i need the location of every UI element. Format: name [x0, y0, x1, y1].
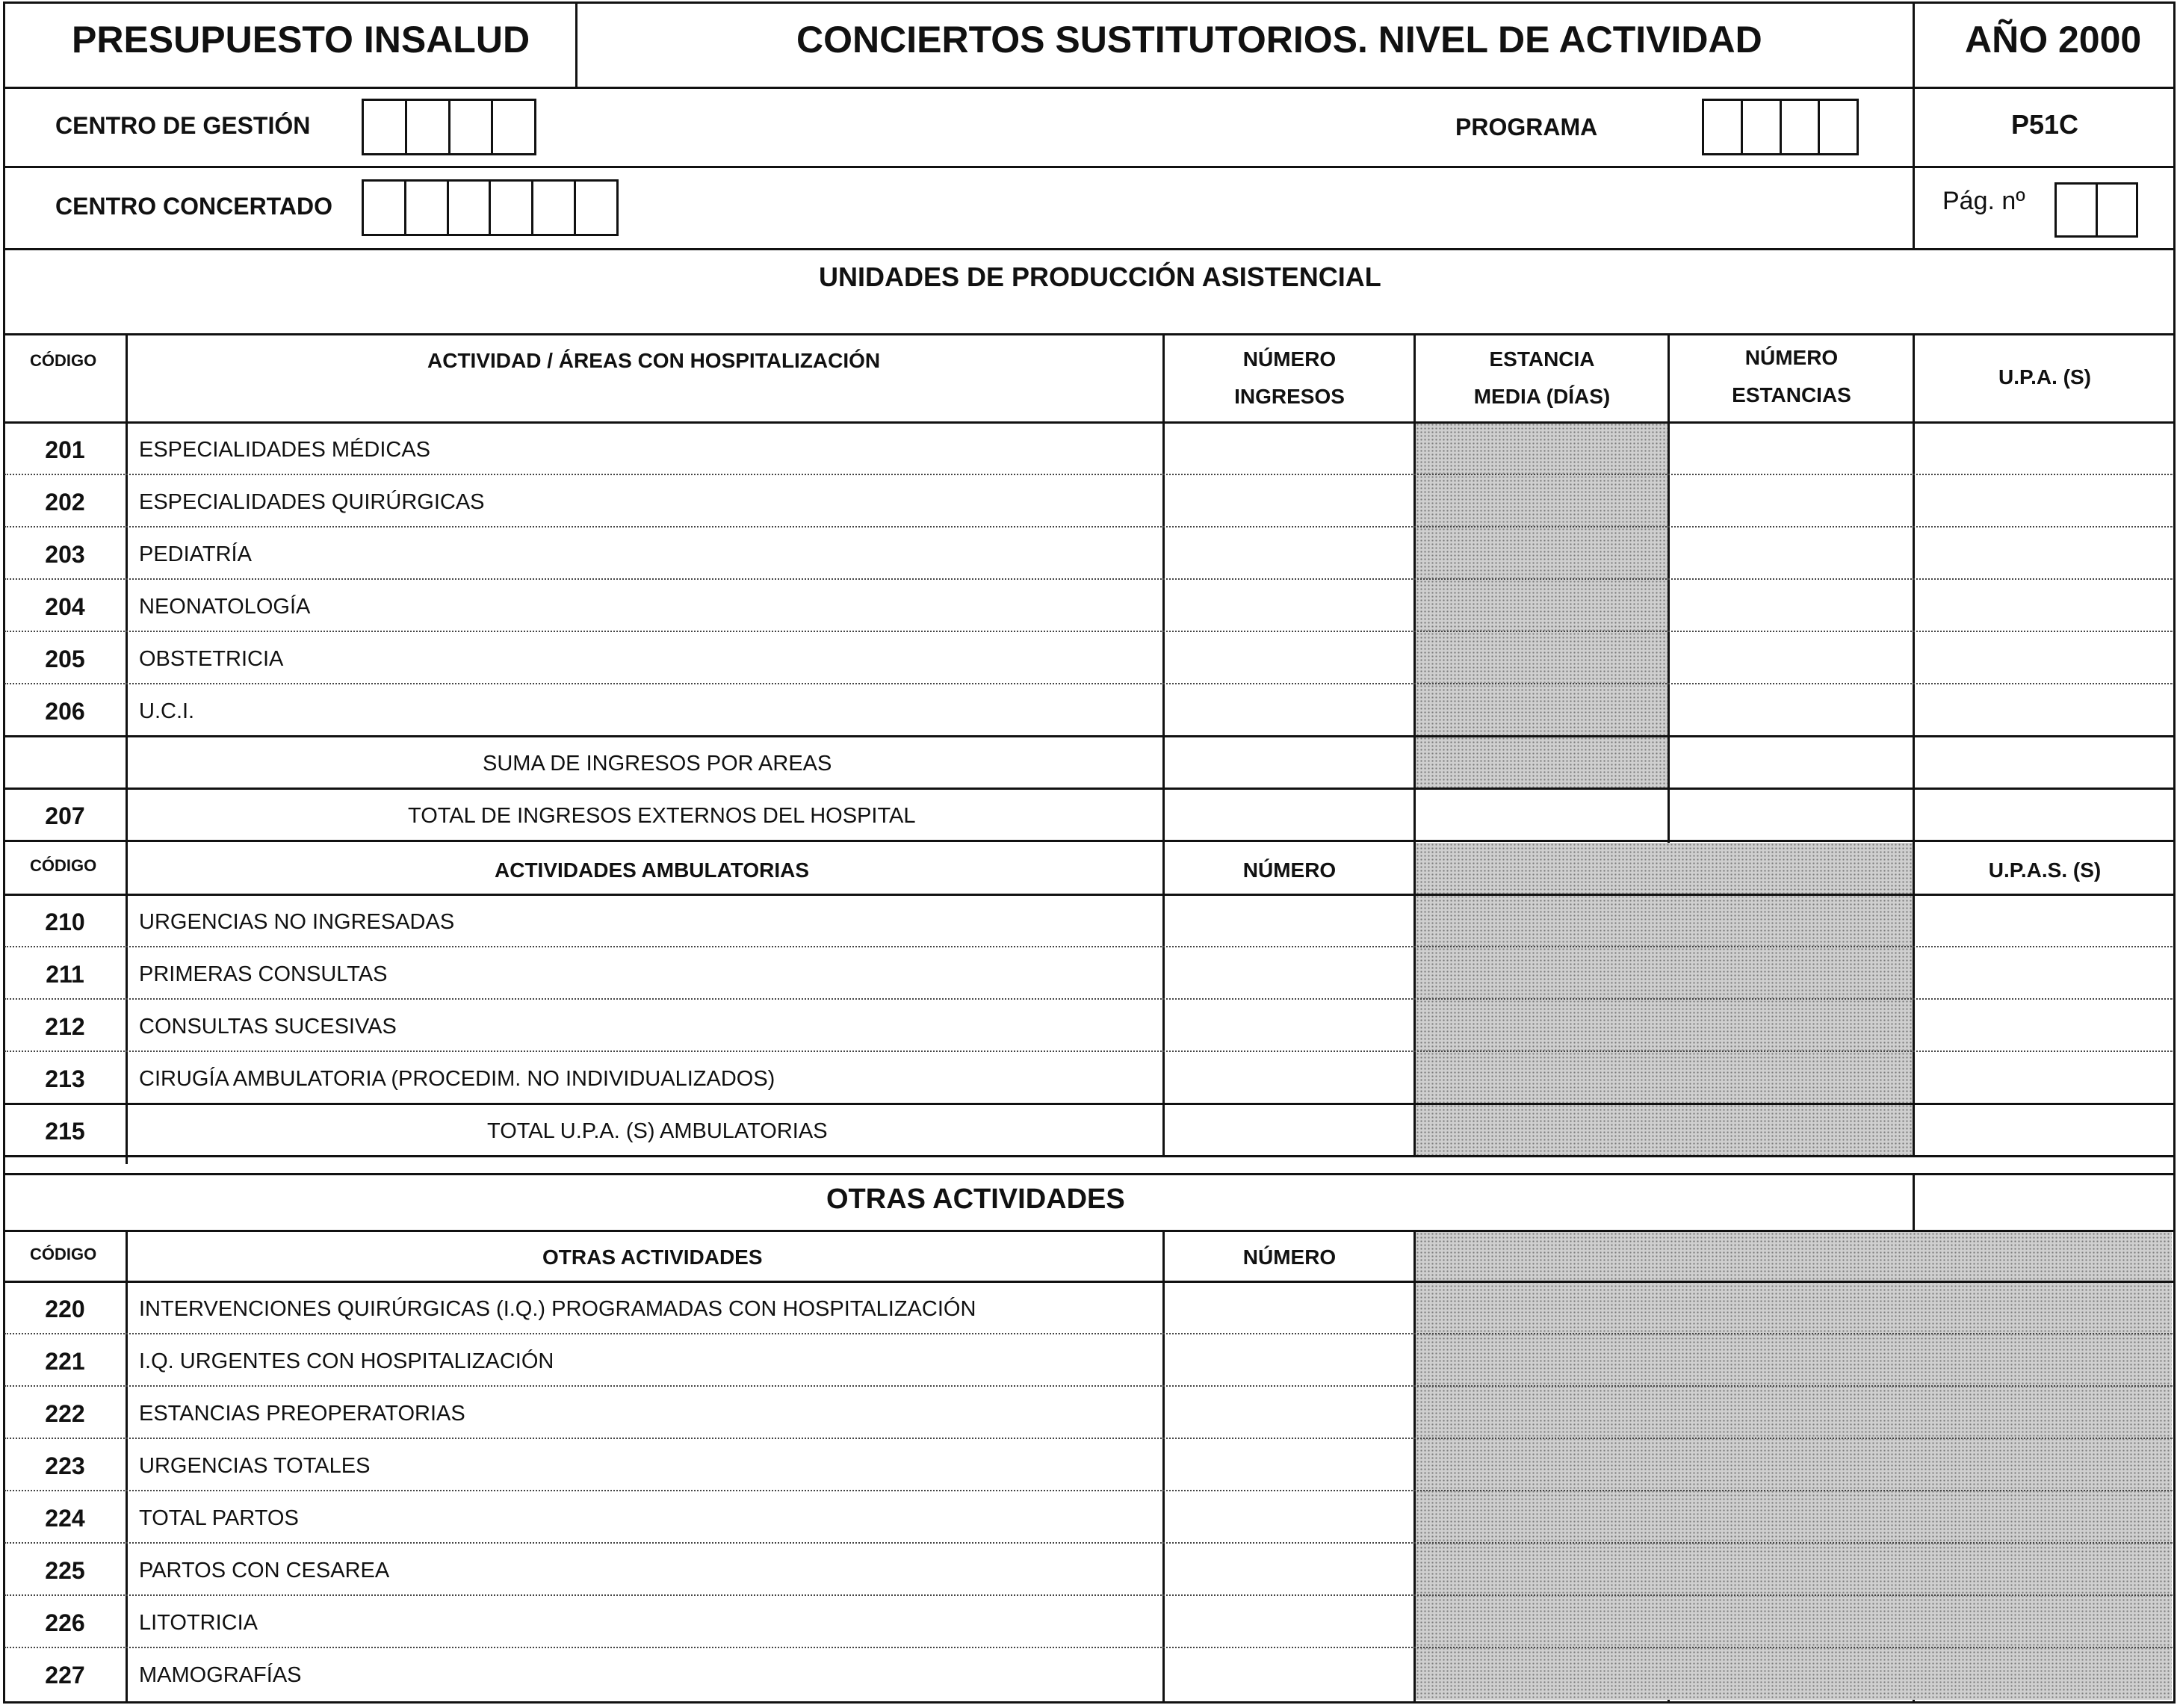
divider — [3, 788, 2176, 790]
divider — [3, 333, 2176, 335]
divider — [3, 840, 2176, 842]
row-separator — [4, 946, 2174, 947]
col-header-actividades-ambulatorias: ACTIVIDADES AMBULATORIAS — [495, 858, 810, 882]
col-header-codigo: CÓDIGO — [30, 351, 97, 370]
row-label: I.Q. URGENTES CON HOSPITALIZACIÓN — [139, 1349, 554, 1373]
centro-concertado-label: CENTRO CONCERTADO — [55, 193, 332, 220]
divider — [3, 735, 2176, 737]
year-label: AÑO 2000 — [1965, 19, 2142, 61]
divider — [1913, 1, 1915, 248]
row-label: URGENCIAS TOTALES — [139, 1454, 371, 1478]
row-code: 225 — [45, 1557, 85, 1584]
divider — [3, 1103, 2176, 1105]
row-separator — [4, 631, 2174, 632]
row-code: 223 — [45, 1452, 85, 1479]
divider — [3, 894, 2176, 896]
pagina-input[interactable] — [2054, 182, 2138, 238]
row-separator — [4, 1051, 2174, 1052]
row-label: PEDIATRÍA — [139, 542, 252, 566]
row-code: 222 — [45, 1400, 85, 1427]
row-label: U.C.I. — [139, 699, 195, 723]
col-header-codigo: CÓDIGO — [30, 856, 97, 875]
col-header-numero: NÚMERO — [1242, 858, 1337, 882]
row-separator — [4, 1647, 2174, 1648]
divider — [126, 1230, 128, 1704]
row-label: ESPECIALIDADES QUIRÚRGICAS — [139, 490, 485, 514]
row-label: PARTOS CON CESAREA — [139, 1559, 390, 1582]
row-label: INTERVENCIONES QUIRÚRGICAS (I.Q.) PROGRAMADAS CON HOSPITALIZACIÓN — [139, 1297, 976, 1321]
row-code: 205 — [45, 646, 85, 672]
row-separator — [4, 1594, 2174, 1596]
centro-gestion-label: CENTRO DE GESTIÓN — [55, 112, 311, 139]
col-header-numero-estancias: NÚMERO ESTANCIAS — [1732, 346, 1851, 406]
divider — [1913, 333, 1915, 1155]
programa-code: P51C — [2011, 109, 2079, 140]
section-title-unidades: UNIDADES DE PRODUCCIÓN ASISTENCIAL — [819, 262, 1381, 292]
row-label: MAMOGRAFÍAS — [139, 1663, 302, 1687]
divider — [3, 1173, 2176, 1175]
row-label: NEONATOLOGÍA — [139, 595, 311, 619]
row-separator — [4, 1438, 2174, 1439]
row-code: 221 — [45, 1348, 85, 1375]
row-label: OBSTETRICIA — [139, 647, 284, 671]
programa-input[interactable] — [1702, 99, 1859, 155]
row-separator — [4, 1542, 2174, 1544]
divider — [575, 1, 577, 87]
divider — [3, 248, 2176, 250]
row-label-total-upa: TOTAL U.P.A. (S) AMBULATORIAS — [487, 1119, 828, 1143]
row-separator — [4, 1490, 2174, 1491]
form-title: PRESUPUESTO INSALUD — [72, 19, 530, 61]
divider — [126, 1155, 128, 1164]
section-title-otras: OTRAS ACTIVIDADES — [826, 1183, 1125, 1215]
row-label: ESTANCIAS PREOPERATORIAS — [139, 1402, 465, 1426]
row-code: 207 — [45, 802, 85, 829]
row-code: 213 — [45, 1065, 85, 1092]
row-label-suma: SUMA DE INGRESOS POR AREAS — [483, 752, 832, 776]
divider — [1162, 1230, 1165, 1704]
row-code: 202 — [45, 489, 85, 516]
row-code: 211 — [46, 961, 84, 988]
row-code: 227 — [45, 1662, 85, 1689]
col-header-numero: NÚMERO — [1242, 1246, 1337, 1269]
col-header-upas: U.P.A.S. (S) — [1988, 858, 2102, 882]
form-subtitle: CONCIERTOS SUSTITUTORIOS. NIVEL DE ACTIVIDAD — [796, 19, 1762, 61]
shaded-cell — [1416, 423, 1667, 788]
row-label: LITOTRICIA — [139, 1611, 258, 1635]
centro-concertado-input[interactable] — [362, 179, 619, 236]
row-label: PRIMERAS CONSULTAS — [139, 962, 388, 986]
row-code: 201 — [45, 436, 85, 463]
row-code: 224 — [45, 1505, 85, 1532]
row-separator — [4, 1385, 2174, 1387]
divider — [1162, 333, 1165, 1155]
row-code: 206 — [45, 698, 85, 725]
row-separator — [4, 998, 2174, 1000]
divider — [126, 333, 128, 1155]
col-header-upa: U.P.A. (S) — [1998, 365, 2091, 389]
row-separator — [4, 578, 2174, 580]
row-code: 212 — [45, 1013, 85, 1040]
row-code: 220 — [45, 1296, 85, 1322]
col-header-numero-ingresos: NÚMERO INGRESOS — [1234, 347, 1345, 408]
divider — [3, 166, 2176, 168]
pagina-label: Pág. nº — [1942, 187, 2025, 215]
row-separator — [4, 526, 2174, 527]
row-separator — [4, 474, 2174, 475]
row-label: TOTAL PARTOS — [139, 1506, 299, 1530]
divider — [3, 421, 2176, 424]
programa-label: PROGRAMA — [1455, 114, 1598, 140]
row-label: CIRUGÍA AMBULATORIA (PROCEDIM. NO INDIVIDUALIZADOS) — [139, 1067, 775, 1091]
divider — [3, 87, 2176, 89]
col-header-actividad: ACTIVIDAD / ÁREAS CON HOSPITALIZACIÓN — [427, 349, 881, 372]
row-separator — [4, 1333, 2174, 1334]
col-header-otras-actividades: OTRAS ACTIVIDADES — [542, 1246, 763, 1269]
row-label-total-externos: TOTAL DE INGRESOS EXTERNOS DEL HOSPITAL — [408, 804, 916, 828]
row-label: URGENCIAS NO INGRESADAS — [139, 910, 455, 934]
row-code: 210 — [45, 909, 85, 935]
row-code: 204 — [45, 593, 85, 620]
row-code: 215 — [45, 1118, 85, 1145]
row-code: 226 — [45, 1609, 85, 1636]
row-code: 203 — [45, 541, 85, 568]
col-header-estancia-media: ESTANCIA MEDIA (DÍAS) — [1473, 347, 1611, 408]
row-label: ESPECIALIDADES MÉDICAS — [139, 438, 430, 462]
shaded-cell — [1416, 1232, 2172, 1700]
col-header-codigo: CÓDIGO — [30, 1245, 97, 1263]
row-label: CONSULTAS SUCESIVAS — [139, 1015, 397, 1039]
row-separator — [4, 683, 2174, 684]
divider — [1913, 1173, 1915, 1230]
divider — [3, 1155, 2176, 1157]
divider — [3, 1281, 2176, 1283]
centro-gestion-input[interactable] — [362, 99, 536, 155]
